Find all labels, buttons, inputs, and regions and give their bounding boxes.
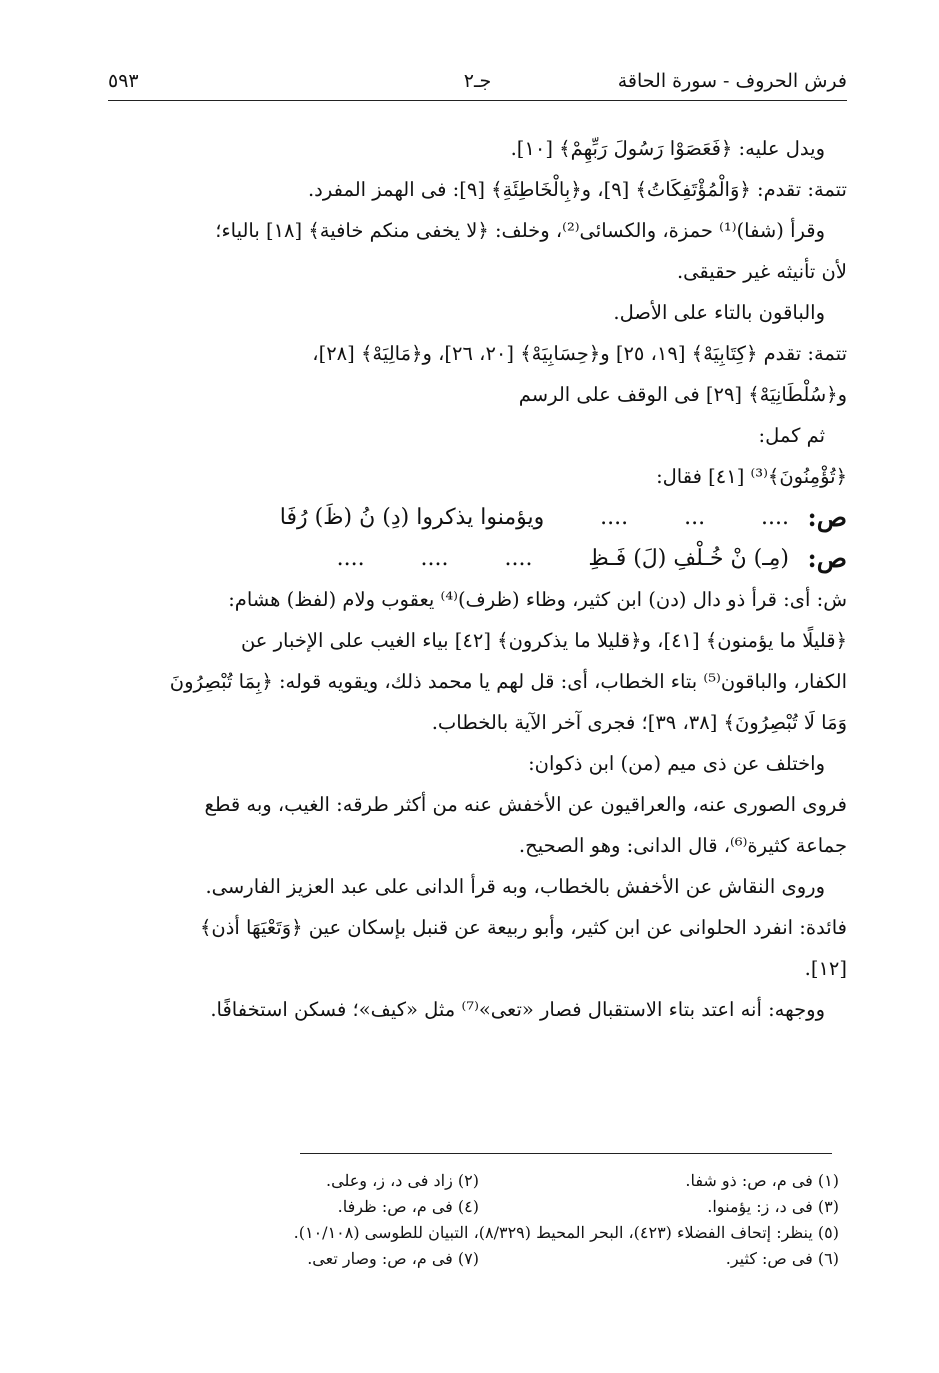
commentary-line: فائدة: انفرد الحلوانى عن ابن كثير، وأبو ربيعة عن قنبل بإسكان عين ﴿وَتَعْيَهَا أذن﴾ bbox=[200, 916, 847, 939]
text-line: لأن تأنيثه غير حقيقى. bbox=[676, 260, 847, 283]
commentary-line: ش: أى: قرأ ذو دال (دن) ابن كثير، وظاء (ظرف)⁽⁴⁾ يعقوب ولام (لفظ) هشام: bbox=[228, 588, 847, 611]
footnote: (٦) فى ص: كثير. bbox=[725, 1249, 839, 1268]
main-text bbox=[100, 128, 847, 1030]
commentary-line: [١٢]. bbox=[804, 957, 847, 980]
running-header bbox=[108, 64, 847, 101]
commentary-line: ﴿قليلًا ما يؤمنون﴾ [٤١]، و﴿قليلا ما يذكرون﴾ [٤٢] بياء الغيب على الإخبار عن bbox=[240, 629, 847, 652]
footnote: (٢) زاد فى د، ز، وعلى. bbox=[326, 1171, 479, 1190]
poem-hemistich: .... ... .... ويؤمنوا يذكروا (دِ) نُ (ظَ) رُفَا bbox=[279, 505, 789, 530]
poem-hemistich: (مِـ) نْ خُـلْفِ (لَ) فَـظِ .... .... .... bbox=[336, 546, 789, 571]
text-line: والباقون بالتاء على الأصل. bbox=[613, 301, 825, 324]
page-number: ٥٩٣ bbox=[108, 70, 139, 92]
text-line: و﴿سُلْطَانِيَهْ﴾ [٢٩] فى الوقف على الرسم bbox=[518, 383, 847, 406]
poem-label: ص: bbox=[807, 544, 847, 573]
commentary-line: جماعة كثيرة⁽⁶⁾، قال الدانى: وهو الصحيح. bbox=[518, 834, 847, 857]
footnote: (٧) فى م، ص: وصار تعى. bbox=[307, 1249, 479, 1268]
poem-verse-1 bbox=[100, 497, 847, 538]
commentary-line: الكفار، والباقون⁽⁵⁾ بتاء الخطاب، أى: قل لهم يا محمد ذلك، ويقويه قوله: ﴿بِمَا تُبْصِرُونَ bbox=[169, 670, 847, 693]
footnote: (٤) فى م، ص: ظرفا. bbox=[337, 1197, 479, 1216]
commentary-line: وروى النقاش عن الأخفش بالخطاب، وبه قرأ الدانى على عبد العزيز الفارسى. bbox=[205, 875, 825, 898]
commentary-line: واختلف عن ذى ميم (من) ابن ذكوان: bbox=[528, 752, 825, 775]
footnote: (٥) ينظر: إتحاف الفضلاء (٤٢٣)، البحر المحيط (٨/٣٢٩)، التبيان للطوسى (١٠/١٠٨). bbox=[293, 1223, 839, 1242]
text-line: ويدل عليه: ﴿فَعَصَوْا رَسُولَ رَبِّهِمْ﴾ [١٠]. bbox=[510, 137, 825, 160]
poem-label: ص: bbox=[807, 503, 847, 532]
volume-label: جـ٢ bbox=[463, 70, 492, 92]
text-line: وقرأ (شفا)⁽¹⁾ حمزة، والكسائى⁽²⁾، وخلف: ﴿لا يخفى منكم خافية﴾ [١٨] بالياء؛ bbox=[215, 219, 825, 242]
footnotes bbox=[150, 1168, 839, 1272]
text-line: تتمة: تقدم: ﴿وَالْمُؤْتَفِكَاتُ﴾ [٩]، و﴿بِالْخَاطِئَةِ﴾ [٩]: فى الهمز المفرد. bbox=[307, 178, 847, 201]
poem-verse-2 bbox=[100, 538, 847, 579]
commentary-line: ووجهه: أنه اعتد بتاء الاستقبال فصار «تعى»⁽⁷⁾ مثل «كيف»؛ فسكن استخفافًا. bbox=[210, 998, 825, 1021]
text-line: ﴿تُؤْمِنُونَ﴾⁽³⁾ [٤١] فقال: bbox=[656, 465, 847, 488]
commentary-line: وَمَا لَا تُبْصِرُونَ﴾ [٣٨، ٣٩]؛ فجرى آخر الآية بالخطاب. bbox=[431, 711, 847, 734]
footnote: (١) فى م، ص: ذو شفا. bbox=[685, 1171, 839, 1190]
chapter-title: فرش الحروف - سورة الحاقة bbox=[617, 70, 847, 92]
text-line: ثم كمل: bbox=[758, 424, 825, 447]
footnote-divider bbox=[300, 1153, 832, 1154]
commentary-line: فروى الصورى عنه، والعراقيون عن الأخفش عنه من أكثر طرقه: الغيب، وبه قطع bbox=[204, 793, 847, 816]
text-line: تتمة: تقدم ﴿كِتَابِيَهْ﴾ [١٩، ٢٥] و﴿حِسَابِيَهْ﴾ [٢٠، ٢٦]، و﴿مَالِيَهْ﴾ [٢٨]، bbox=[312, 342, 847, 365]
footnote: (٣) فى د، ز: يؤمنوا. bbox=[707, 1197, 839, 1216]
